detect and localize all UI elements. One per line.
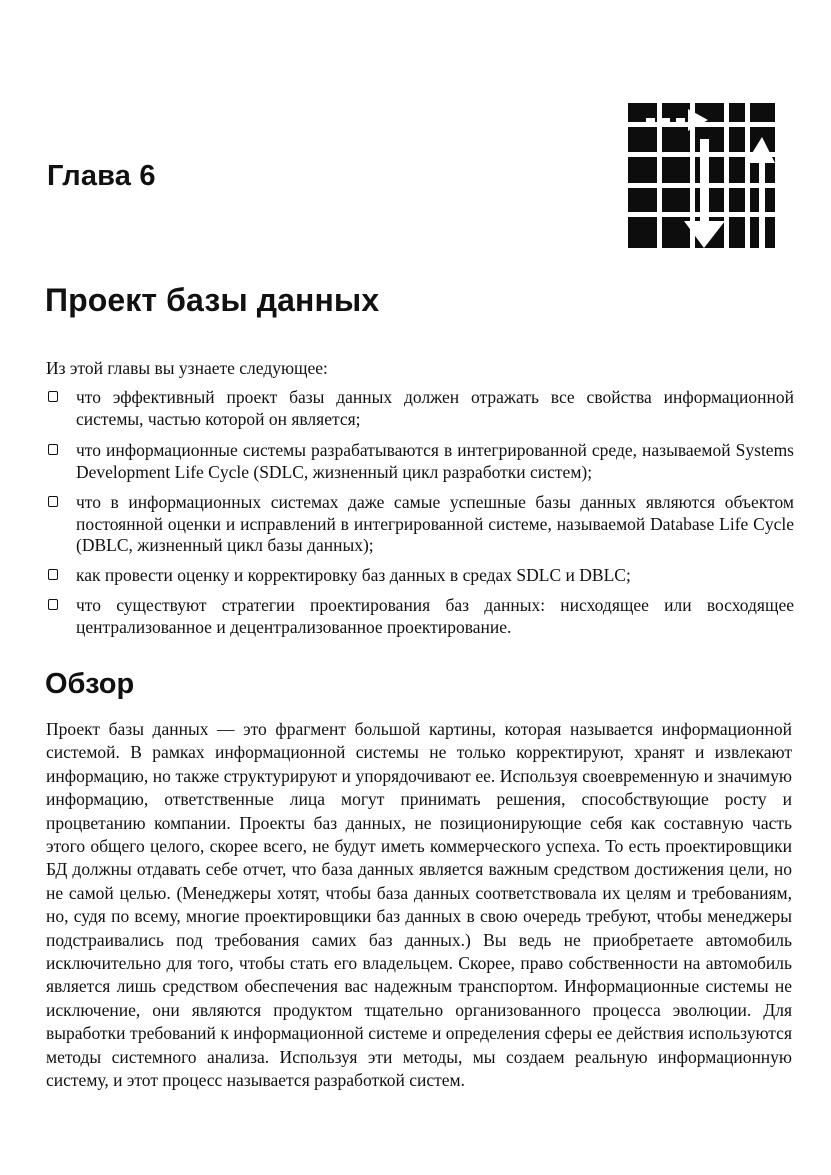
intro-text: Из этой главы вы узнаете следующее: <box>46 358 328 378</box>
list-item <box>46 440 794 483</box>
objectives-list <box>46 387 794 648</box>
chapter-label: Глава 6 <box>47 160 156 192</box>
section-heading: Обзор <box>45 668 135 700</box>
checkbox-bullet-icon <box>48 391 58 402</box>
list-item <box>46 595 794 638</box>
list-item <box>46 387 794 430</box>
checkbox-bullet-icon <box>48 496 58 507</box>
list-item-text: что в информационных системах даже самые успешные базы данных являются объектом постоянной оценки и исправлений в интегрированной системе, называемой Database Life Cycle (DBLC, жизненный цикл базы данных); <box>76 492 794 555</box>
grid-arrows-icon <box>628 103 775 248</box>
checkbox-bullet-icon <box>48 444 58 455</box>
list-item-text: что информационные системы разрабатываются в интегрированной среде, называемой Systems Development Life Cycle (SDLC, жизненный цикл разработки систем); <box>76 440 794 482</box>
checkbox-bullet-icon <box>48 569 58 580</box>
list-item-text: как провести оценку и корректировку баз данных в средах SDLC и DBLC; <box>76 564 631 585</box>
list-item-text: что эффективный проект базы данных должен отражать все свойства информационной системы, частью которой он является; <box>76 387 794 429</box>
checkbox-bullet-icon <box>48 599 58 610</box>
list-item-text: что существуют стратегии проектирования баз данных: нисходящее или восходящее централизованное и децентрализованное проектирование. <box>76 595 794 637</box>
list-item <box>46 565 794 587</box>
chapter-title: Проект базы данных <box>45 282 380 318</box>
list-item <box>46 492 794 557</box>
body-paragraph: Проект базы данных — это фрагмент большой картины, которая называется информационной системой. В рамках информационной системы не только корректируют, хранят и извлекают информацию, но также структурируют и упорядочивают ее. Используя своевременную и значимую информацию, ответственные лица могут принимать решения, способствующие росту и процветанию компании. Проекты баз данных, не позиционирующие себя как составную часть этого общего целого, скорее всего, не будут иметь коммерческого успеха. То есть проектировщики БД должны отдавать себе отчет, что база данных является важным средством достижения цели, но не самой целью. (Менеджеры хотят, чтобы база данных соответствовала их целям и требованиям, но, судя по всему, многие проектировщики баз данных в свою очередь требуют, чтобы менеджеры подстраивались под требования самих баз данных.) Вы ведь не приобретаете автомобиль исключительно для того, чтобы стать его владельцем. Скорее, право собственности на автомобиль является лишь средством обеспечения вас надежным транспортом. Информационные системы не исключение, они являются продуктом тщательно организованного процесса эволюции. Для выработки требований к информационной системе и определения сферы ее действия используются методы системного анализа. Используя эти методы, мы создаем реальную информационную систему, и этот процесс называется разработкой систем. <box>46 719 792 1091</box>
